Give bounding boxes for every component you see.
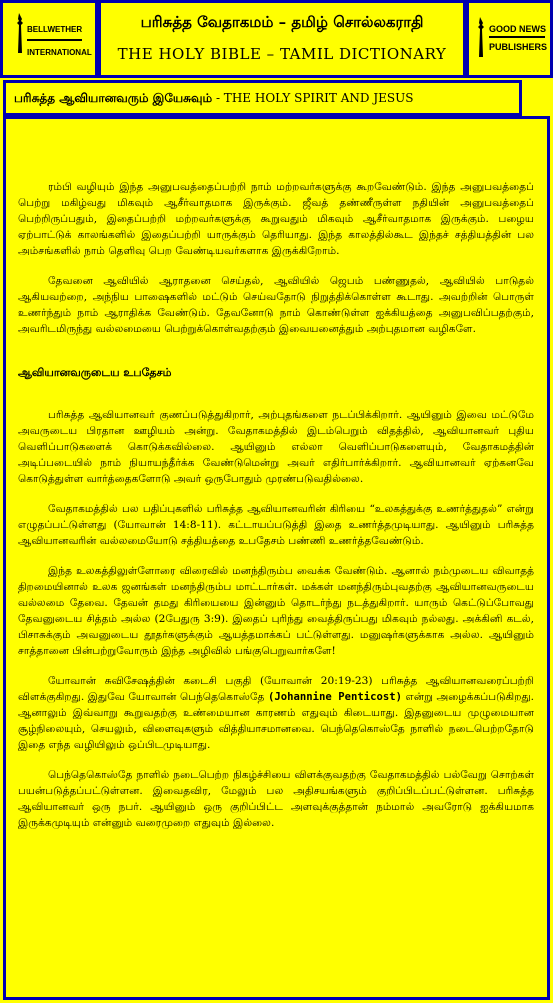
paragraph: ரம்பி வழியும் இந்த அனுபவத்தைப்பற்றி நாம் மற்றவர்களுக்கு கூறவேண்டும். இந்த அனுபவத்தைப் பெற்று மகிழ்வது மிகவும் ஆசீர்வாதமாக இருக்கும். ஜீவத் தண்ணீருள்ள நதியின் அனுபவத்தைப் பெற்றிருப்பதும், இதைப்பற்றி மற்றவர்களுக்கு கூறுவதும் மிகவும் ஆசீர்வாதமாக இருக்கும். பழைய ஏற்பாட்டுக் காலங்களில் இதைப்பற்றி யாருக்கும் தெரியாது. இந்த காலத்தில்கூட இந்தச் சத்தியத்தின் பல அம்சங்களில் நாம் தெளிவு பெற வேண்டியவர்களாக இருக்கிறோம்.: [18, 181, 534, 257]
article-body: [18, 179, 534, 845]
good-news-logo-line2: PUBLISHERS: [489, 42, 548, 52]
article-box: [3, 116, 550, 1000]
section-heading: ஆவியானவருடைய உபதேசம்: [18, 366, 172, 379]
paragraph: பெந்தெகொஸ்தே நாளில் நடைபெற்ற நிகழ்ச்சியை விளக்குவதற்கு வேதாகமத்தில் பல்வேறு சொற்கள் பயன்படுத்தப்பட்டுள்ளன. இவைதவிர, மேலும் பல அதிசயங்களும் குறிப்பிடப்பட்டுள்ளன. பரிசுத்த ஆவியானவர் ஒரு நபர். ஆயினும் ஒரு குறிப்பிட்ட அளவுக்குத்தான் நம்மால் அவரோடு ஐக்கியமாக இருக்கமுடியும் என்னும் வரைமுறை எதுவும் இல்லை.: [18, 769, 534, 829]
paragraph: [18, 673, 534, 753]
paragraph-text: யோவான் சுவிசேஷத்தின் கடைசி பகுதி (யோவான் 20:19-23) பரிசுத்த ஆவியானவரைப்பற்றி விளக்குகிறது. இதுவே யோவான் பெந்தெகொஸ்தே: [18, 675, 534, 703]
bellwether-logo-line2: INTERNATIONAL: [27, 48, 92, 57]
page-title-english: THE HOLY BIBLE – TAMIL DICTIONARY: [117, 45, 447, 63]
logo-divider: [489, 36, 545, 38]
logo-divider: [27, 39, 82, 41]
english-term: (Johannine Penticost): [267, 691, 403, 703]
torch-figure-icon: [475, 17, 487, 57]
paragraph: வேதாகமத்தில் பல பதிப்புகளில் பரிசுத்த ஆவியானவரின் கிரியை “உலகத்துக்கு உணர்த்துதல்” என்று எழுதப்பட்டுள்ளது (யோவான் 14:8-11). கட்டாயப்படுத்தி இதை உணர்த்தமுடியாது. ஆயினும் பரிசுத்த ஆவியானவரின் வல்லமையோடு சத்தியத்தை உபதேசம் பண்ணி உணர்த்தவேண்டும்.: [18, 503, 534, 547]
bellwether-logo-line1: BELLWETHER: [27, 25, 83, 34]
paragraph: இந்த உலகத்திலுள்ளோரை விரைவில் மனந்திரும்ப வைக்க வேண்டும். ஆனால் நம்முடைய விவாதத் திறமையினால் உலக ஜனங்கள் மனந்திரும்ப மாட்டார்கள். மக்கள் மனந்திரும்புவதற்கு ஆவியானவருடைய வல்லமை தேவை. தேவன் தமது கிரியையை இன்னும் தொடர்ந்து நடத்துகிறார். யாரும் கெட்டுப்போவது தேவனுடைய சித்தம் அல்ல (2பேதுரு 3:9). இதைப் புரிந்து வைத்திருப்பது மிகவும் நல்லது. அக்கினி கடல், பிசாசுக்கும் அவனுடைய தூதர்களுக்கும் ஆயத்தமாக்கப் பட்டுள்ளது. மனுஷர்களுக்காக அல்ல. ஆயினும் சாத்தானை பின்பற்றுவோரும் இந்த அழிவில் பங்குபெறுவார்களே!: [18, 565, 534, 657]
paragraph: தேவனை ஆவியில் ஆராதனை செய்தல், ஆவியில் ஜெபம் பண்ணுதல், ஆவியில் பாடுதல் ஆகியவற்றை, அந்நிய பாஷைகளில் மட்டும் செய்வதோடு நிறுத்திக்கொள்ள கூடாது. அவற்றின் பொருள் உணர்ந்தும் நாம் ஆராதிக்க வேண்டும். தேவனோடு நாம் கொண்டுள்ள ஐக்கியத்தை அனுபவிப்பதற்கும், அவரிடமிருந்து வல்லமையை பெற்றுக்கொள்வதற்கும் இவையனைத்தும் அற்புதமான வழிகளே.: [18, 275, 534, 335]
torch-figure-icon: [13, 13, 27, 53]
page-title-tamil: பரிசுத்த வேதாகமம் – தமிழ் சொல்லகராதி: [140, 13, 424, 31]
section-title-box: [3, 80, 522, 116]
section-title-tamil: பரிசுத்த ஆவியானவரும் இயேசுவும்: [14, 91, 213, 105]
section-title-english: - THE HOLY SPIRIT AND JESUS: [212, 91, 414, 105]
paragraph-text: என்று அழைக்கப்படுகிறது. ஆனாலும் இவ்வாறு கூறுவதற்கு உண்மையான காரணம் எதுவும் கிடையாது. இதனுடைய முழுமையான சூழ்நிலையும், செயலும், விளைவுகளும் வித்தியாசமானவை. பெந்தெகொஸ்தே நாளில் நடைபெற்றதோடு இதை எந்த வழியிலும் ஒப்பிடமுடியாது.: [18, 691, 535, 751]
section-title: [14, 91, 413, 107]
good-news-logo-line1: GOOD NEWS: [489, 24, 547, 34]
paragraph: பரிசுத்த ஆவியானவர் குணப்படுத்துகிறார், அற்புதங்களை நடப்பிக்கிறார். ஆயினும் இவை மட்டுமே அவருடைய பிரதான ஊழியம் அன்று. வேதாகமத்தில் இடம்பெறும் விதத்தில், ஆவியானவர் புதிய வெளிப்பாடுகளைக் கொடுக்கவில்லை. ஆயினும் எல்லா வெளிப்பாடுகளையும், வேதாகமத்தின் அடிப்படையில் நாம் நியாயந்தீர்க்க வேண்டுமென்று அவர் எதிர்பார்க்கிறார். ஆவியானவர் ஏற்கனவே கொடுத்துள்ள வார்த்தைகளோடு அவர் ஒருபோதும் முரண்படுவதில்லை.: [18, 409, 534, 485]
good-news-logo-box: [466, 0, 553, 78]
title-box: [98, 0, 466, 78]
bellwether-logo-box: [0, 0, 98, 78]
